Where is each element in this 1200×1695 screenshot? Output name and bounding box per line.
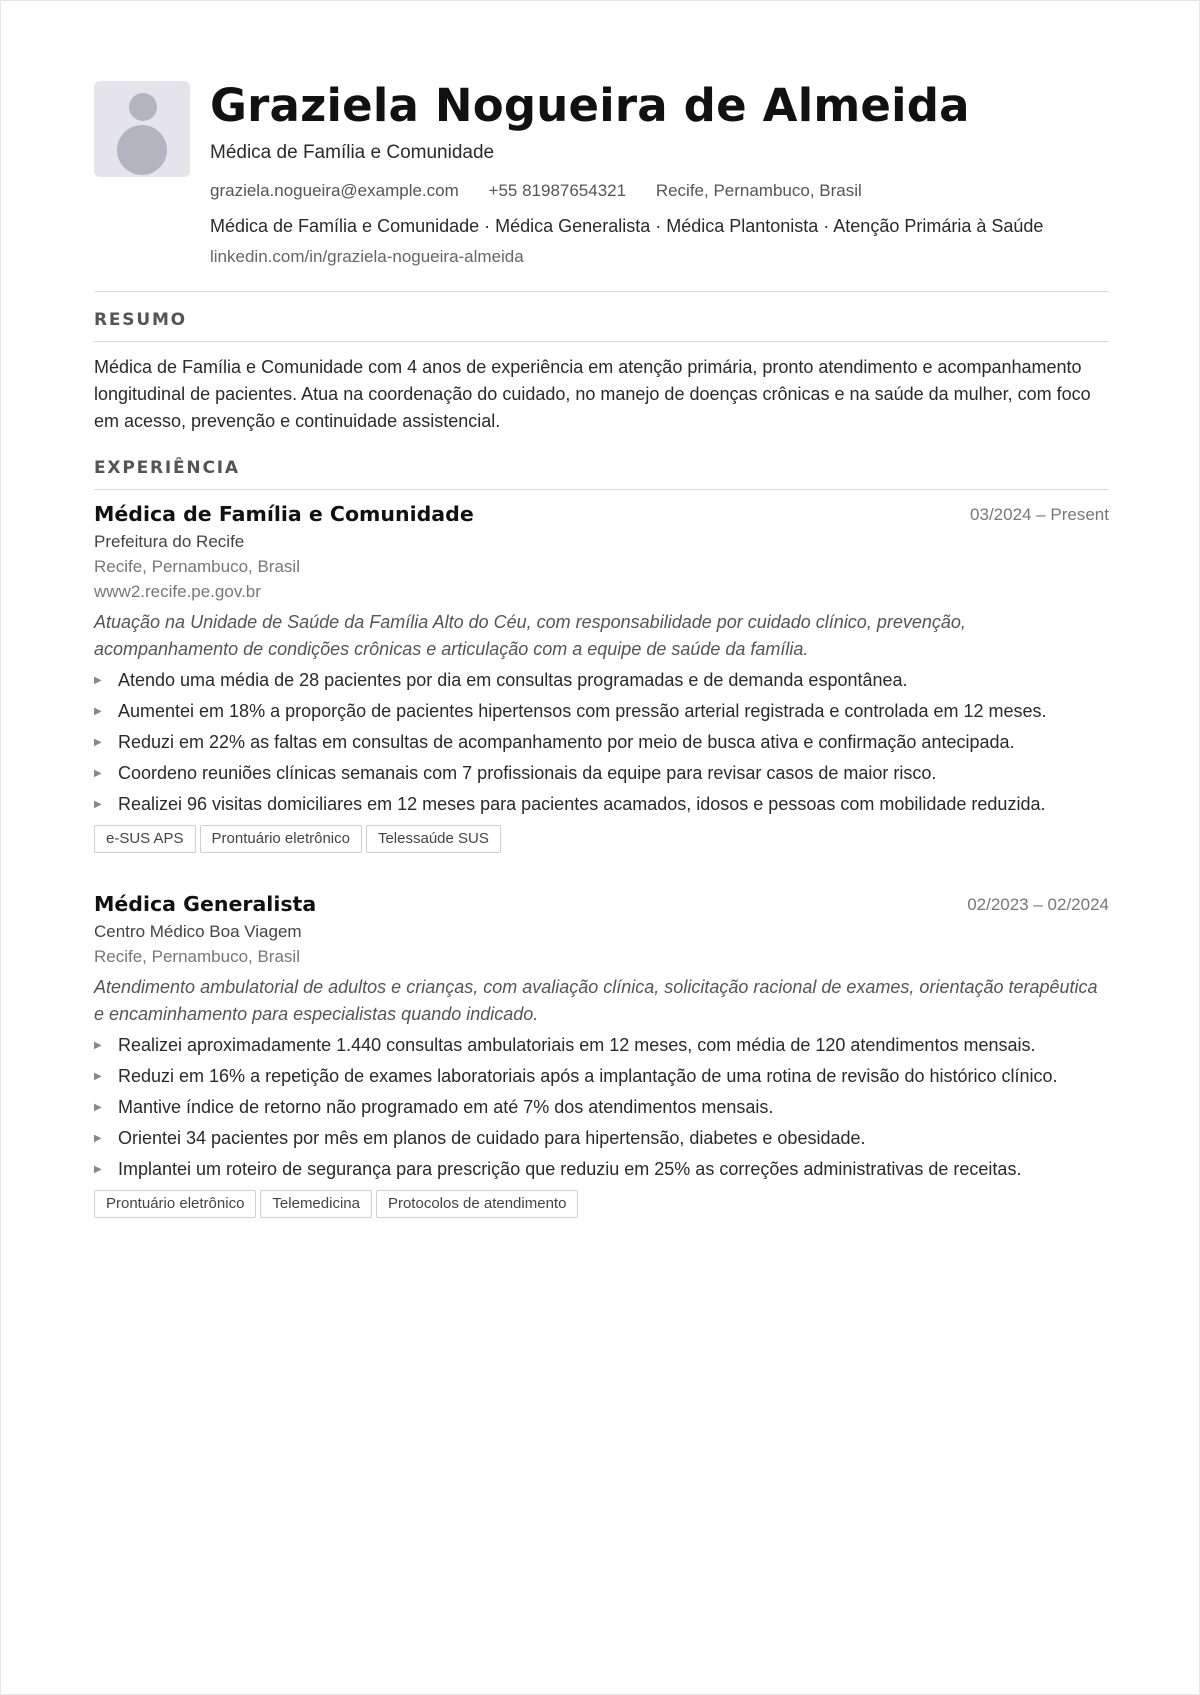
location-text: Recife, Pernambuco, Brasil <box>655 181 862 200</box>
phone-number: +55 81987654321 <box>488 181 627 200</box>
job-location: Recife, Pernambuco, Brasil <box>94 947 300 966</box>
skill-tags <box>94 1190 1109 1218</box>
bullet-triangle-icon: ▶ <box>94 706 102 717</box>
job-achievements <box>94 1032 1109 1183</box>
header-divider <box>94 291 1109 292</box>
achievement-text: Reduzi em 22% as faltas em consultas de acompanhamento por meio de busca ativa e confirmação antecipada. <box>118 732 1015 752</box>
avatar <box>94 81 190 177</box>
skill-tags <box>94 825 1109 853</box>
bullet-triangle-icon: ▶ <box>94 675 102 686</box>
achievement-text: Reduzi em 16% a repetição de exames laboratoriais após a implantação de uma rotina de revisão do histórico clínico. <box>118 1066 1058 1086</box>
bullet-triangle-icon: ▶ <box>94 1071 102 1082</box>
job-achievements <box>94 667 1109 818</box>
skill-tag: Telessaúde SUS <box>366 825 501 853</box>
achievement-item <box>94 1125 1109 1152</box>
achievement-item <box>94 1156 1109 1183</box>
summary-section-title: RESUMO <box>94 310 187 330</box>
skill-tag: Prontuário eletrônico <box>94 1190 256 1218</box>
experience-section-title: EXPERIÊNCIA <box>94 458 240 478</box>
job-entry <box>94 501 1109 853</box>
achievement-item <box>94 667 1109 694</box>
contact-line <box>210 180 1110 202</box>
achievement-item <box>94 698 1109 725</box>
bullet-triangle-icon: ▶ <box>94 799 102 810</box>
linkedin-link[interactable]: linkedin.com/in/graziela-nogueira-almeida <box>210 247 524 266</box>
achievement-text: Aumentei em 18% a proporção de pacientes hipertensos com pressão arterial registrada e controlada em 12 meses. <box>118 701 1047 721</box>
achievement-text: Coordeno reuniões clínicas semanais com 7 profissionais da equipe para revisar casos de maior risco. <box>118 763 937 783</box>
summary-section-rule <box>94 341 1109 342</box>
achievement-item <box>94 760 1109 787</box>
header-info <box>210 81 1110 268</box>
summary-text: Médica de Família e Comunidade com 4 anos de experiência em atenção primária, pronto atendimento e acompanhamento longitudinal de pacientes. Atua na coordenação do cuidado, no manejo de doenças crônicas e na saúde da mulher, com foco em acesso, prevenção e continuidade assistencial. <box>94 357 1091 431</box>
achievement-text: Mantive índice de retorno não programado em até 7% dos atendimentos mensais. <box>118 1097 774 1117</box>
bullet-triangle-icon: ▶ <box>94 1040 102 1051</box>
achievement-text: Realizei aproximadamente 1.440 consultas ambulatoriais em 12 meses, com média de 120 atendimentos mensais. <box>118 1035 1036 1055</box>
bullet-triangle-icon: ▶ <box>94 1164 102 1175</box>
roles-line: Médica de Família e Comunidade · Médica Generalista · Médica Plantonista · Atenção Primária à Saúde <box>210 216 1044 236</box>
headline: Médica de Família e Comunidade <box>210 142 495 163</box>
avatar-head-shape <box>129 93 157 121</box>
job-website-link[interactable]: www2.recife.pe.gov.br <box>94 582 261 601</box>
achievement-text: Implantei um roteiro de segurança para prescrição que reduziu em 25% as correções administrativas de receitas. <box>118 1159 1022 1179</box>
skill-tag: e-SUS APS <box>94 825 196 853</box>
achievement-item <box>94 1032 1109 1059</box>
job-location: Recife, Pernambuco, Brasil <box>94 557 300 576</box>
bullet-triangle-icon: ▶ <box>94 1133 102 1144</box>
achievement-item <box>94 791 1109 818</box>
job-title: Médica de Família e Comunidade <box>94 502 474 526</box>
job-organization: Centro Médico Boa Viagem <box>94 922 302 941</box>
achievement-text: Atendo uma média de 28 pacientes por dia em consultas programadas e de demanda espontânea. <box>118 670 908 690</box>
bullet-triangle-icon: ▶ <box>94 737 102 748</box>
achievement-item <box>94 1063 1109 1090</box>
avatar-body-shape <box>117 125 167 175</box>
bullet-triangle-icon: ▶ <box>94 1102 102 1113</box>
person-name: Graziela Nogueira de Almeida <box>210 79 970 132</box>
job-organization: Prefeitura do Recife <box>94 532 245 551</box>
job-title: Médica Generalista <box>94 892 317 916</box>
job-dates: 03/2024 – Present <box>970 505 1109 524</box>
skill-tag: Telemedicina <box>260 1190 372 1218</box>
job-dates: 02/2023 – 02/2024 <box>967 895 1109 914</box>
email-link[interactable]: graziela.nogueira@example.com <box>210 181 459 200</box>
skill-tag: Protocolos de atendimento <box>376 1190 578 1218</box>
achievement-text: Orientei 34 pacientes por mês em planos de cuidado para hipertensão, diabetes e obesidade. <box>118 1128 866 1148</box>
bullet-triangle-icon: ▶ <box>94 768 102 779</box>
achievement-text: Realizei 96 visitas domiciliares em 12 meses para pacientes acamados, idosos e pessoas com mobilidade reduzida. <box>118 794 1046 814</box>
skill-tag: Prontuário eletrônico <box>200 825 362 853</box>
achievement-item <box>94 1094 1109 1121</box>
job-entry <box>94 891 1109 1218</box>
job-description: Atuação na Unidade de Saúde da Família Alto do Céu, com responsabilidade por cuidado clínico, prevenção, acompanhamento de condições crônicas e articulação com a equipe de saúde da família. <box>94 612 966 659</box>
experience-section-rule <box>94 489 1109 490</box>
achievement-item <box>94 729 1109 756</box>
job-description: Atendimento ambulatorial de adultos e crianças, com avaliação clínica, solicitação racional de exames, orientação terapêutica e encaminhamento para especialistas quando indicado. <box>94 977 1098 1024</box>
